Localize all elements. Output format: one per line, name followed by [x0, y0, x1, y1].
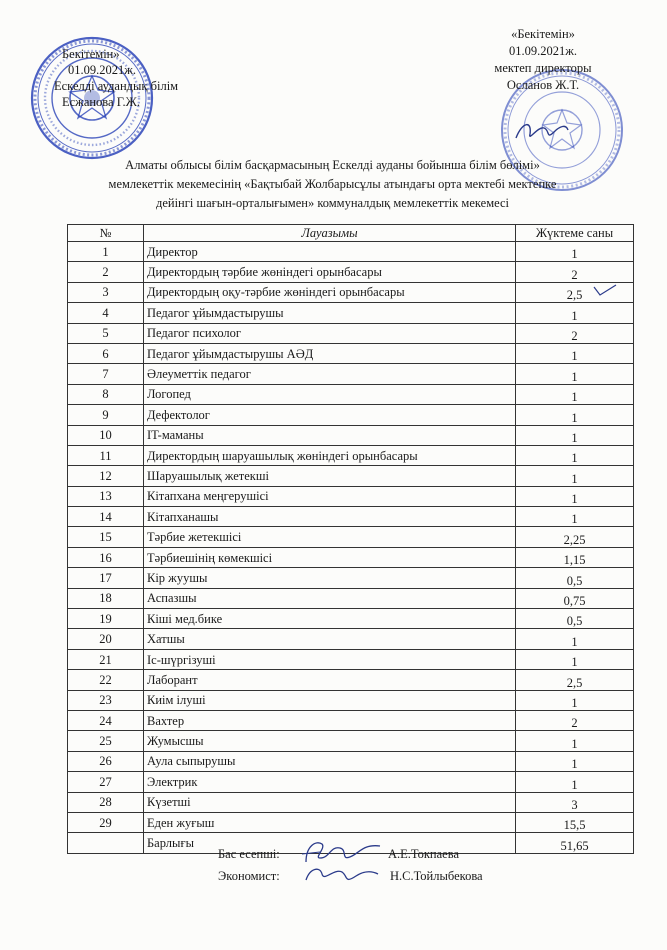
row-number: 3	[68, 282, 144, 302]
org-line: Алматы облысы білім басқармасының Ескелді ауданы бойынша білім бөлімі»	[125, 158, 540, 172]
approval-office: Ескелді аудандық білім	[54, 79, 179, 93]
row-number: 23	[68, 690, 144, 710]
row-position: Логопед	[144, 384, 516, 404]
total-label: Барлығы	[144, 833, 516, 853]
row-position: Шаруашылық жетекші	[144, 466, 516, 486]
row-load: 1	[516, 445, 634, 465]
approval-date: 01.09.2021ж.	[508, 44, 577, 58]
row-number: 24	[68, 710, 144, 730]
row-number: 10	[68, 425, 144, 445]
approval-heading: «Бекітемін»	[511, 27, 575, 41]
table-row	[68, 629, 634, 649]
row-position: Директордың тәрбие жөніндегі орынбасары	[144, 262, 516, 282]
row-number: 26	[68, 751, 144, 771]
table-row	[68, 343, 634, 363]
row-number: 13	[68, 486, 144, 506]
row-number: 8	[68, 384, 144, 404]
table-row	[68, 710, 634, 730]
table-row	[68, 649, 634, 669]
signature-line-economist	[218, 869, 483, 884]
total-value: 51,65	[516, 833, 634, 853]
table-row	[68, 547, 634, 567]
row-position: Еден жуғыш	[144, 812, 516, 832]
row-position: Лаборант	[144, 670, 516, 690]
row-number: 19	[68, 609, 144, 629]
row-load: 2	[516, 262, 634, 282]
table-row	[68, 527, 634, 547]
table-row	[68, 405, 634, 425]
signature-role: Экономист:	[218, 869, 280, 883]
approval-block-right	[478, 26, 608, 94]
table-row	[68, 242, 634, 262]
signature-line-accountant	[218, 847, 460, 862]
row-position: Директордың оқу-тәрбие жөніндегі орынбасары	[144, 282, 516, 302]
staff-table	[67, 224, 634, 854]
row-number: 7	[68, 364, 144, 384]
row-position: Директордың шаруашылық жөніндегі орынбасары	[144, 445, 516, 465]
row-position: Іс-шүргізуші	[144, 649, 516, 669]
row-load: 1	[516, 242, 634, 262]
row-number: 11	[68, 445, 144, 465]
row-number: 22	[68, 670, 144, 690]
row-load: 2	[516, 710, 634, 730]
table-row	[68, 812, 634, 832]
row-number: 25	[68, 731, 144, 751]
row-load: 1	[516, 384, 634, 404]
approval-name: Есжанова Г.Ж.	[62, 95, 140, 109]
row-load: 15,5	[516, 812, 634, 832]
row-load: 1,15	[516, 547, 634, 567]
table-row	[68, 690, 634, 710]
row-number: 4	[68, 303, 144, 323]
approval-heading: Бекітемін»	[62, 47, 120, 61]
table-row	[68, 282, 634, 302]
row-load: 1	[516, 731, 634, 751]
signature-name: А.Е.Токпаева	[388, 847, 460, 861]
row-position: Кітапхана меңгерушісі	[144, 486, 516, 506]
row-load: 1	[516, 690, 634, 710]
row-position: Күзетші	[144, 792, 516, 812]
row-number: 14	[68, 507, 144, 527]
row-position: Педагог психолог	[144, 323, 516, 343]
signature-name: Н.С.Тойлыбекова	[390, 869, 483, 883]
row-position: Тәрбие жетекшісі	[144, 527, 516, 547]
row-number: 17	[68, 568, 144, 588]
row-position: Жумысшы	[144, 731, 516, 751]
row-number: 1	[68, 242, 144, 262]
row-position: Кітапханашы	[144, 507, 516, 527]
header-num: №	[68, 225, 144, 242]
row-number: 21	[68, 649, 144, 669]
table-row	[68, 507, 634, 527]
row-number: 9	[68, 405, 144, 425]
director-signature-icon	[512, 116, 572, 146]
header-position: Лауазымы	[144, 225, 516, 242]
approval-name: Осланов Ж.Т.	[506, 78, 580, 92]
row-number: 28	[68, 792, 144, 812]
row-load: 3	[516, 792, 634, 812]
row-load: 2,25	[516, 527, 634, 547]
table-row	[68, 609, 634, 629]
table-header-row	[68, 225, 634, 242]
row-number: 15	[68, 527, 144, 547]
row-position: Киім ілуші	[144, 690, 516, 710]
table-row	[68, 792, 634, 812]
row-position: Электрик	[144, 772, 516, 792]
row-position: Тәрбиешінің көмекшісі	[144, 547, 516, 567]
economist-signature-icon	[302, 862, 382, 888]
table-row	[68, 486, 634, 506]
row-load: 1	[516, 486, 634, 506]
row-position: Әлеуметтік педагог	[144, 364, 516, 384]
table-row	[68, 445, 634, 465]
table-row	[68, 425, 634, 445]
row-number: 27	[68, 772, 144, 792]
row-position: IT-маманы	[144, 425, 516, 445]
table-row	[68, 303, 634, 323]
row-load: 1	[516, 507, 634, 527]
row-load: 1	[516, 466, 634, 486]
row-load: 1	[516, 772, 634, 792]
header-load: Жүктеме саны	[516, 225, 634, 242]
row-load: 1	[516, 629, 634, 649]
row-position: Аула сыпырушы	[144, 751, 516, 771]
total-empty-cell	[68, 833, 144, 853]
table-row	[68, 262, 634, 282]
check-mark-icon	[592, 283, 618, 299]
row-load: 1	[516, 649, 634, 669]
row-position: Хатшы	[144, 629, 516, 649]
row-number: 6	[68, 343, 144, 363]
table-row	[68, 751, 634, 771]
row-position: Вахтер	[144, 710, 516, 730]
row-load: 0,5	[516, 609, 634, 629]
table-row	[68, 466, 634, 486]
row-load: 2,5	[516, 282, 634, 302]
org-line: мемлекеттік мекемесінің «Бақтыбай Жолбарысұлы атындағы орта мектебі мектепке	[108, 177, 557, 191]
table-row	[68, 384, 634, 404]
row-position: Аспазшы	[144, 588, 516, 608]
table-row	[68, 731, 634, 751]
approval-block-left	[54, 46, 179, 110]
table-row	[68, 323, 634, 343]
row-load: 0,75	[516, 588, 634, 608]
approval-date: 01.09.2021ж.	[68, 63, 137, 77]
row-position: Кір жуушы	[144, 568, 516, 588]
approval-role: мектеп директоры	[494, 61, 592, 75]
row-number: 20	[68, 629, 144, 649]
row-number: 12	[68, 466, 144, 486]
row-number: 2	[68, 262, 144, 282]
table-row	[68, 568, 634, 588]
row-number: 5	[68, 323, 144, 343]
organization-heading	[40, 156, 625, 213]
row-number: 18	[68, 588, 144, 608]
table-row	[68, 364, 634, 384]
row-load: 1	[516, 405, 634, 425]
row-position: Педагог ұйымдастырушы	[144, 303, 516, 323]
row-load: 1	[516, 751, 634, 771]
row-position: Педагог ұйымдастырушы АӘД	[144, 343, 516, 363]
row-position: Директор	[144, 242, 516, 262]
row-position: Дефектолог	[144, 405, 516, 425]
table-row	[68, 588, 634, 608]
row-load: 1	[516, 364, 634, 384]
row-load: 2	[516, 323, 634, 343]
org-line: дейінгі шағын-орталығымен» коммуналдық мемлекеттік мекемесі	[155, 196, 509, 210]
row-load: 1	[516, 303, 634, 323]
row-number: 16	[68, 547, 144, 567]
row-number: 29	[68, 812, 144, 832]
row-load: 0,5	[516, 568, 634, 588]
row-position: Кіші мед.бике	[144, 609, 516, 629]
table-row	[68, 772, 634, 792]
row-load: 1	[516, 343, 634, 363]
table-row	[68, 670, 634, 690]
row-load: 2,5	[516, 670, 634, 690]
signature-role: Бас есепші:	[218, 847, 280, 861]
row-load: 1	[516, 425, 634, 445]
